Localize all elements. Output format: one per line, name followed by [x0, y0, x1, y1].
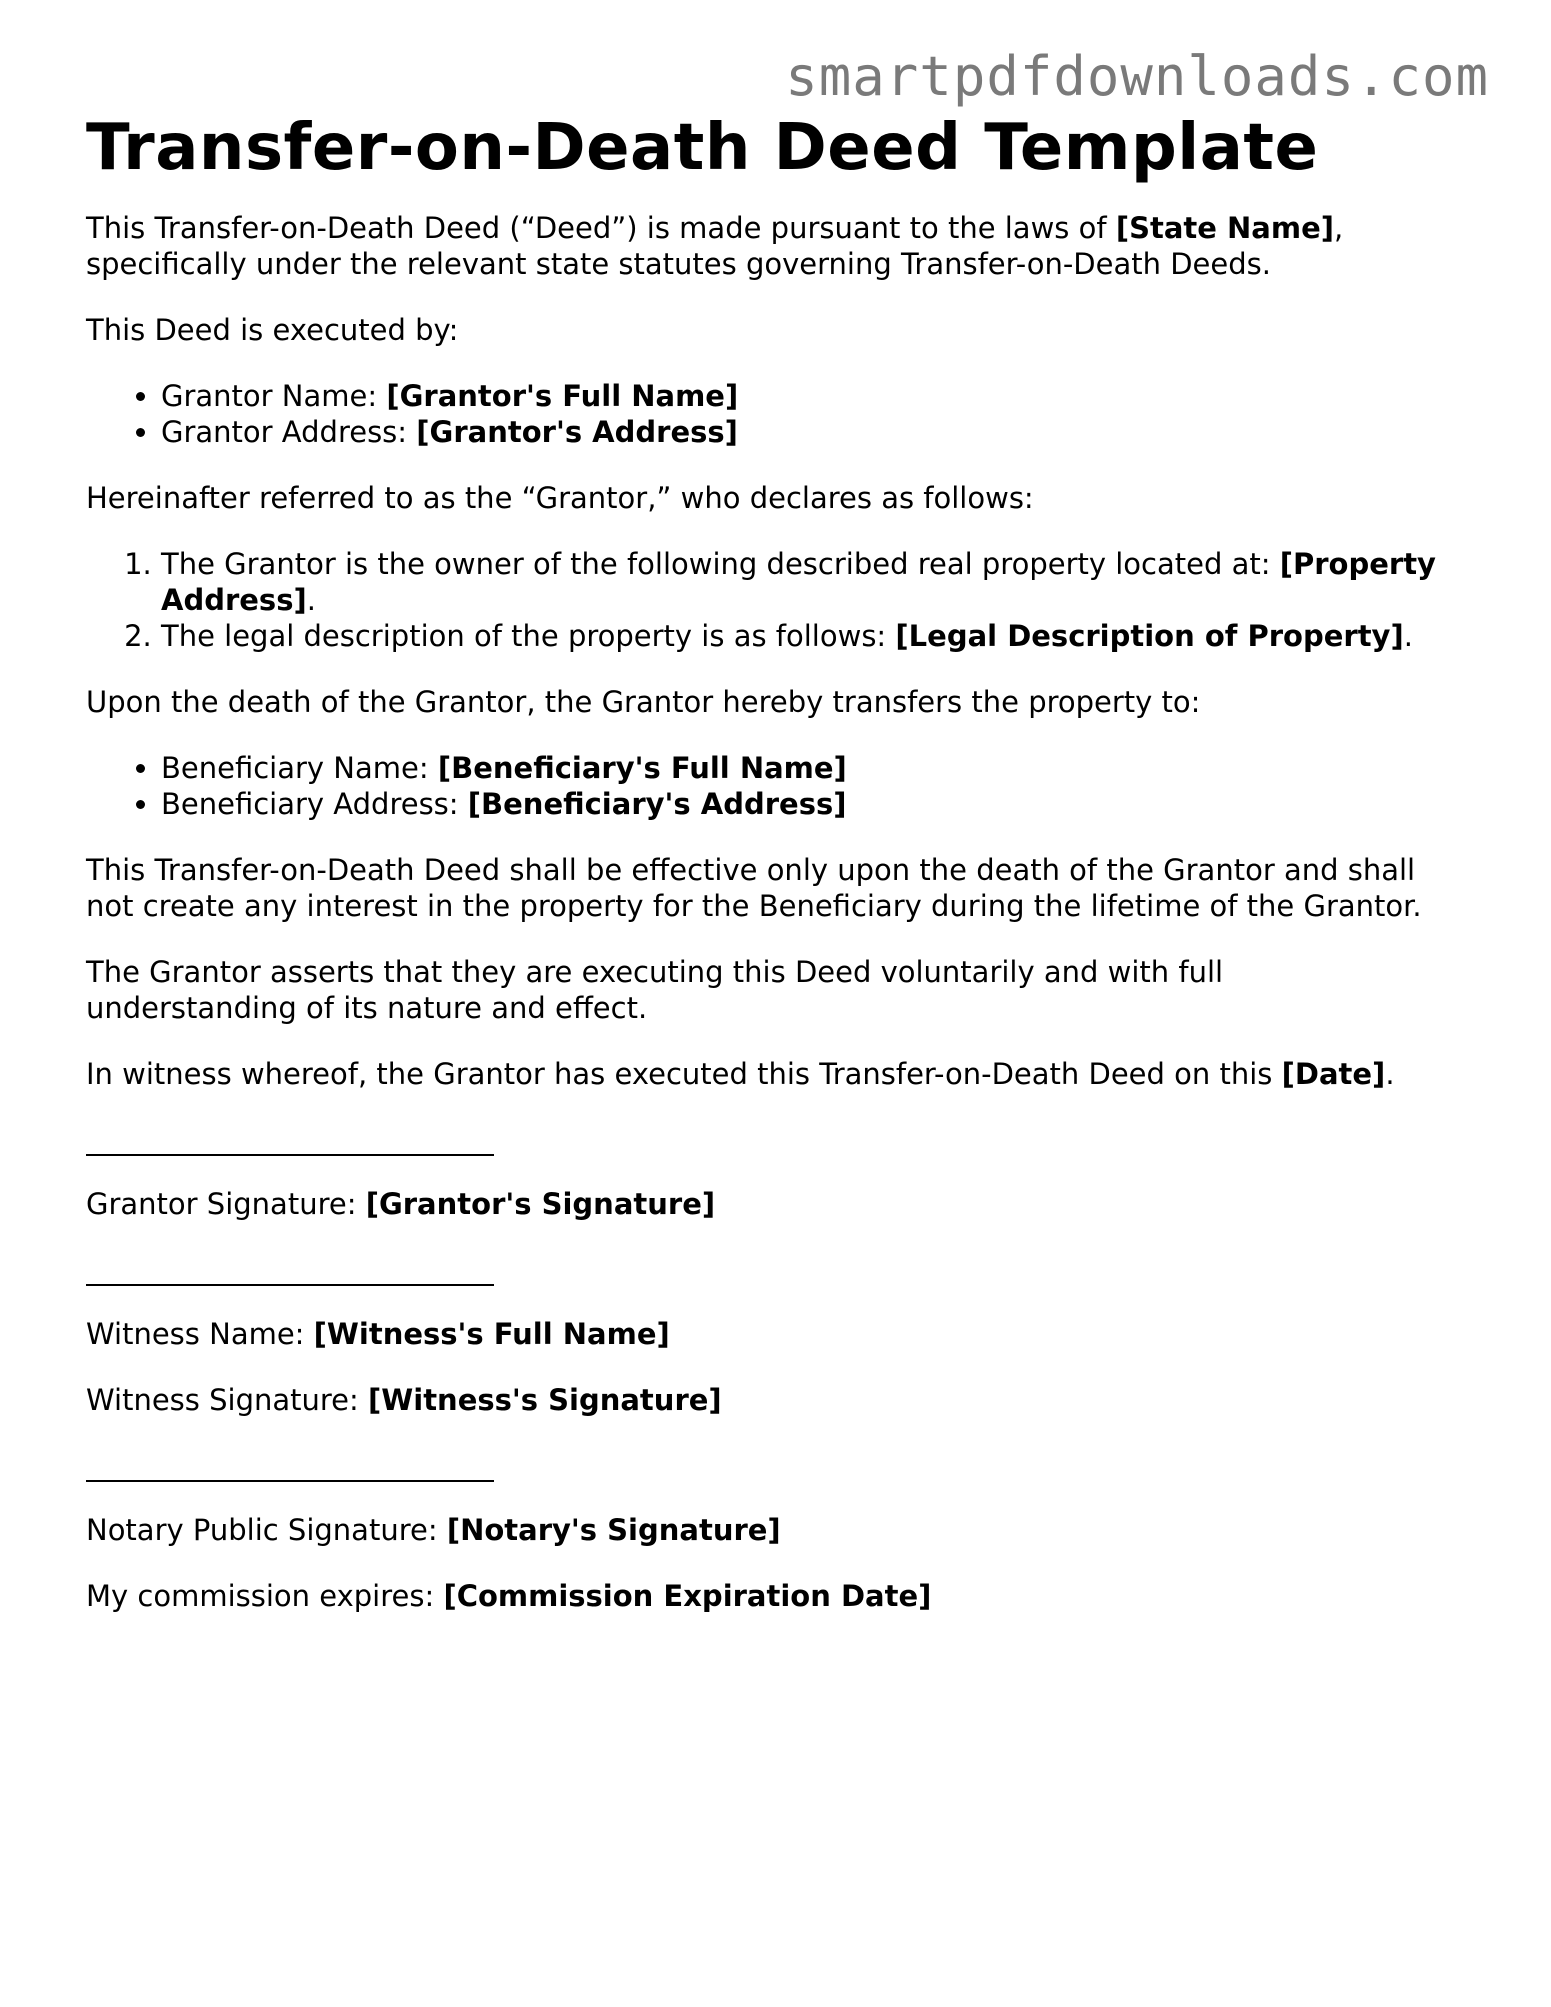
list-item: [161, 786, 1486, 822]
declaration-text: The legal description of the property is as follows:: [161, 619, 896, 653]
witness-name-placeholder: [Witness's Full Name]: [313, 1317, 670, 1351]
hereinafter-paragraph: Hereinafter referred to as the “Grantor,” who declares as follows:: [86, 481, 1034, 515]
beneficiary-address-placeholder: [Beneficiary's Address]: [467, 787, 847, 821]
watermark: smartpdfdownloads.com: [785, 45, 1489, 108]
document-page: [86, 108, 1486, 1614]
notary-signature: [86, 1512, 1486, 1548]
witness-signature-label: Witness Signature:: [86, 1383, 369, 1417]
list-item: [161, 618, 1486, 654]
list-item: [161, 378, 1486, 414]
witness-clause-text: In witness whereof, the Grantor has executed this Transfer-on-Death Deed on this: [86, 1057, 1282, 1091]
witness-signature-line: [86, 1284, 494, 1286]
effective-clause: This Transfer-on-Death Deed shall be effective only upon the death of the Grantor and shall not create any interest in the property for the Beneficiary during the lifetime of the Grantor.: [86, 853, 1422, 923]
witness-name-label: Witness Name:: [86, 1317, 314, 1351]
grantor-name-placeholder: [Grantor's Full Name]: [386, 379, 739, 413]
intro-text: This Transfer-on-Death Deed (“Deed”) is made pursuant to the laws of: [86, 211, 1116, 245]
commission-date-placeholder: [Commission Expiration Date]: [443, 1579, 932, 1613]
grantor-signature: [86, 1186, 1486, 1222]
beneficiary-address-label: Beneficiary Address:: [161, 787, 468, 821]
grantor-signature-line: [86, 1154, 494, 1156]
commission-label: My commission expires:: [86, 1579, 444, 1613]
grantor-name-label: Grantor Name:: [161, 379, 387, 413]
punctuation: .: [1403, 619, 1413, 653]
document-title: Transfer-on-Death Deed Template: [86, 111, 1319, 185]
beneficiary-name-label: Beneficiary Name:: [161, 751, 438, 785]
witness-name: [86, 1316, 1486, 1352]
notary-signature-line: [86, 1480, 494, 1482]
list-item: [161, 750, 1486, 786]
grantor-list: [86, 378, 1486, 450]
date-placeholder: [Date]: [1281, 1057, 1386, 1091]
grantor-signature-label: Grantor Signature:: [86, 1187, 366, 1221]
notary-signature-label: Notary Public Signature:: [86, 1513, 447, 1547]
grantor-address-placeholder: [Grantor's Address]: [416, 415, 738, 449]
witness-clause: [86, 1056, 1486, 1092]
grantor-address-label: Grantor Address:: [161, 415, 417, 449]
intro-text-after: , specifically under the relevant state statutes governing Transfer-on-Death Deeds.: [86, 211, 1344, 281]
punctuation: .: [1385, 1057, 1395, 1091]
list-item: [161, 414, 1486, 450]
notary-signature-placeholder: [Notary's Signature]: [446, 1513, 781, 1547]
voluntary-clause: The Grantor asserts that they are executing this Deed voluntarily and with full understanding of its nature and effect.: [86, 955, 1224, 1025]
property-address-placeholder: [Property Address]: [161, 547, 1436, 617]
beneficiary-list: [86, 750, 1486, 822]
legal-description-placeholder: [Legal Description of Property]: [895, 619, 1404, 653]
grantor-signature-placeholder: [Grantor's Signature]: [365, 1187, 716, 1221]
declarations-list: [86, 546, 1486, 654]
beneficiary-name-placeholder: [Beneficiary's Full Name]: [437, 751, 847, 785]
declaration-text: The Grantor is the owner of the following described real property located at:: [161, 547, 1280, 581]
list-item: [161, 546, 1486, 618]
commission-expires: [86, 1578, 1486, 1614]
transfer-paragraph: Upon the death of the Grantor, the Grantor hereby transfers the property to:: [86, 685, 1201, 719]
state-name-placeholder: [State Name]: [1115, 211, 1334, 245]
witness-signature: [86, 1382, 1486, 1418]
executed-by-paragraph: This Deed is executed by:: [86, 313, 459, 347]
witness-signature-placeholder: [Witness's Signature]: [368, 1383, 722, 1417]
intro-paragraph: [86, 210, 1486, 282]
punctuation: .: [306, 583, 316, 617]
